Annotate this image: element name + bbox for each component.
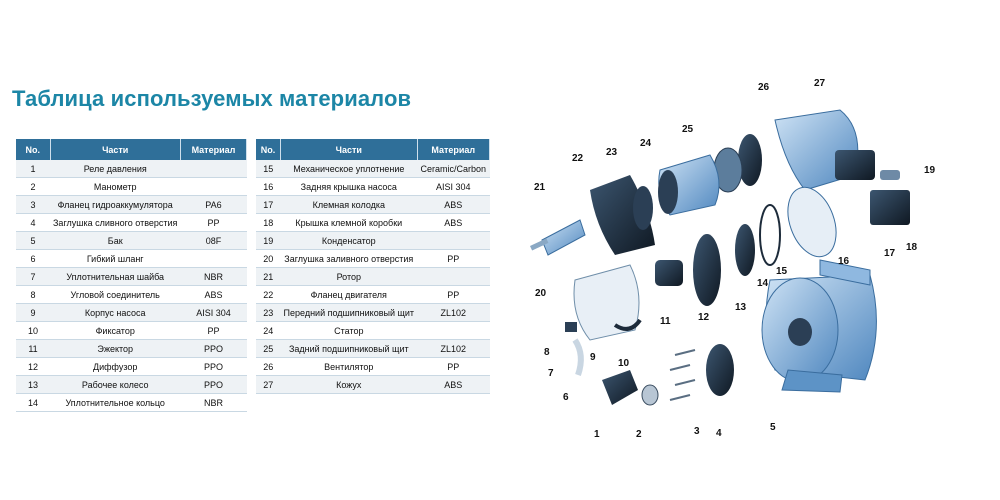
cell-material: [180, 178, 246, 196]
part-callout-5: 5: [770, 422, 776, 433]
col-header-no: No.: [16, 139, 50, 160]
table-row: [16, 286, 247, 304]
table-row: [16, 340, 247, 358]
table-row: [16, 160, 247, 178]
cell-material: PP: [417, 358, 489, 376]
part-callout-23: 23: [606, 147, 618, 158]
cell-no: 25: [256, 340, 281, 358]
part-callout-13: 13: [735, 302, 747, 313]
table-row: [16, 196, 247, 214]
table-row: [256, 376, 490, 394]
part-callout-1: 1: [594, 429, 600, 440]
cell-material: [180, 250, 246, 268]
col-header-parts: Части: [50, 139, 180, 160]
table-row: [16, 376, 247, 394]
part-callout-8: 8: [544, 347, 550, 358]
cell-no: 27: [256, 376, 281, 394]
cell-material: PP: [417, 286, 489, 304]
cell-material: AISI 304: [180, 304, 246, 322]
cell-part: Задний подшипниковый щит: [281, 340, 418, 358]
part-callout-19: 19: [924, 165, 936, 176]
cell-no: 15: [256, 160, 281, 178]
cell-no: 4: [16, 214, 50, 232]
cell-part: Эжектор: [50, 340, 180, 358]
col-header-material: Материал: [180, 139, 246, 160]
table-row: [16, 358, 247, 376]
cell-part: Корпус насоса: [50, 304, 180, 322]
cell-part: Ротор: [281, 268, 418, 286]
part-callout-2: 2: [636, 429, 642, 440]
cell-no: 20: [256, 250, 281, 268]
cell-material: AISI 304: [417, 178, 489, 196]
part-callout-17: 17: [884, 248, 896, 259]
cell-no: 18: [256, 214, 281, 232]
cell-material: ABS: [417, 376, 489, 394]
terminal-block-part: [835, 150, 875, 180]
manometer-part: [642, 385, 658, 405]
col-header-parts: Части: [281, 139, 418, 160]
table-row: [16, 394, 247, 412]
bolts-group: [670, 350, 695, 400]
part-callout-21: 21: [534, 182, 546, 193]
angle-connector-part: [565, 322, 577, 332]
impeller-part: [735, 224, 755, 276]
table-row: [16, 268, 247, 286]
pressure-switch-part: [602, 370, 638, 405]
cell-material: PPO: [180, 358, 246, 376]
table-row: [256, 160, 490, 178]
cell-part: Конденсатор: [281, 232, 418, 250]
table-row: [256, 178, 490, 196]
fan-part: [738, 134, 762, 186]
cell-no: 5: [16, 232, 50, 250]
table-row: [256, 268, 490, 286]
cell-material: PP: [180, 322, 246, 340]
part-callout-26: 26: [758, 82, 770, 93]
terminal-box-cover-part: [870, 190, 910, 225]
cell-part: Уплотнительное кольцо: [50, 394, 180, 412]
table-row: [256, 286, 490, 304]
cell-material: ABS: [180, 286, 246, 304]
cell-no: 23: [256, 304, 281, 322]
cell-material: PP: [180, 214, 246, 232]
cell-material: PPO: [180, 340, 246, 358]
cell-part: Механическое уплотнение: [281, 160, 418, 178]
cell-part: Статор: [281, 322, 418, 340]
cell-part: Манометр: [50, 178, 180, 196]
table-row: [256, 358, 490, 376]
stator-part: [658, 155, 719, 215]
table-row: [16, 232, 247, 250]
part-callout-11: 11: [660, 316, 671, 327]
cell-material: PPO: [180, 376, 246, 394]
part-callout-12: 12: [698, 312, 710, 323]
cell-no: 10: [16, 322, 50, 340]
front-bearing-shield-part: [633, 186, 653, 230]
part-callout-14: 14: [757, 278, 769, 289]
col-header-no: No.: [256, 139, 281, 160]
part-callout-25: 25: [682, 124, 694, 135]
part-callout-16: 16: [838, 256, 850, 267]
cell-material: [417, 232, 489, 250]
cell-no: 6: [16, 250, 50, 268]
cell-part: Гибкий шланг: [50, 250, 180, 268]
part-callout-20: 20: [535, 288, 547, 299]
cell-no: 3: [16, 196, 50, 214]
cell-part: Заглушка сливного отверстия: [50, 214, 180, 232]
table-row: [16, 322, 247, 340]
rotor-part: [530, 220, 585, 255]
exploded-pump-diagram: [520, 70, 950, 470]
part-callout-10: 10: [618, 358, 630, 369]
part-callout-7: 7: [548, 368, 554, 379]
cell-no: 11: [16, 340, 50, 358]
cell-no: 12: [16, 358, 50, 376]
cell-part: Клемная колодка: [281, 196, 418, 214]
table-row: [256, 214, 490, 232]
table-row: [256, 232, 490, 250]
cell-part: Заглушка заливного отверстия: [281, 250, 418, 268]
cell-part: Фиксатор: [50, 322, 180, 340]
part-callout-22: 22: [572, 153, 584, 164]
cell-material: Ceramic/Carbon: [417, 160, 489, 178]
part-callout-6: 6: [563, 392, 569, 403]
pump-rear-cover-part: [779, 181, 845, 264]
cell-part: Реле давления: [50, 160, 180, 178]
tank-part: [762, 260, 876, 392]
part-callout-15: 15: [776, 266, 788, 277]
table-row: [256, 196, 490, 214]
diffuser-part: [693, 234, 721, 306]
cell-no: 24: [256, 322, 281, 340]
part-callout-4: 4: [716, 428, 722, 439]
cell-material: [417, 322, 489, 340]
cell-no: 19: [256, 232, 281, 250]
table-row: [16, 304, 247, 322]
ejector-part: [655, 260, 683, 286]
part-callout-24: 24: [640, 138, 652, 149]
cell-material: ABS: [417, 196, 489, 214]
cell-no: 26: [256, 358, 281, 376]
cell-material: NBR: [180, 394, 246, 412]
cell-part: Рабочее колесо: [50, 376, 180, 394]
cell-part: Вентилятор: [281, 358, 418, 376]
table-row: [16, 178, 247, 196]
capacitor-part: [880, 170, 900, 180]
flexible-hose-part: [575, 340, 581, 375]
table-row: [256, 250, 490, 268]
cell-part: Фланец двигателя: [281, 286, 418, 304]
cell-no: 9: [16, 304, 50, 322]
cell-part: Фланец гидроаккумулятора: [50, 196, 180, 214]
cell-part: Передний подшипниковый щит: [281, 304, 418, 322]
page-title: Таблица используемых материалов: [12, 86, 412, 111]
cell-no: 21: [256, 268, 281, 286]
pump-body-part: [574, 265, 640, 340]
cell-material: [180, 160, 246, 178]
cell-no: 2: [16, 178, 50, 196]
cell-no: 8: [16, 286, 50, 304]
table-row: [16, 214, 247, 232]
cell-material: ABS: [417, 214, 489, 232]
cell-material: 08F: [180, 232, 246, 250]
part-callout-18: 18: [906, 242, 918, 253]
cell-part: Угловой соединитель: [50, 286, 180, 304]
tank-flange-part: [706, 344, 734, 396]
cell-material: ZL102: [417, 304, 489, 322]
cell-part: Уплотнительная шайба: [50, 268, 180, 286]
cell-no: 22: [256, 286, 281, 304]
table-row: [16, 250, 247, 268]
cell-material: [417, 268, 489, 286]
cell-no: 17: [256, 196, 281, 214]
cell-no: 14: [16, 394, 50, 412]
part-callout-3: 3: [694, 426, 700, 437]
part-callout-27: 27: [814, 78, 826, 89]
table-row: [256, 322, 490, 340]
table-row: [256, 304, 490, 322]
o-ring-part: [760, 205, 780, 265]
cell-part: Задняя крышка насоса: [281, 178, 418, 196]
table-row: [256, 340, 490, 358]
cell-no: 7: [16, 268, 50, 286]
cell-material: ZL102: [417, 340, 489, 358]
col-header-material: Материал: [417, 139, 489, 160]
cell-no: 13: [16, 376, 50, 394]
cell-part: Бак: [50, 232, 180, 250]
cell-material: NBR: [180, 268, 246, 286]
part-callout-9: 9: [590, 352, 596, 363]
cell-no: 16: [256, 178, 281, 196]
materials-table-left: [16, 139, 247, 412]
materials-table-right: [256, 139, 490, 394]
cell-material: PA6: [180, 196, 246, 214]
cell-part: Кожух: [281, 376, 418, 394]
cell-part: Крышка клемной коробки: [281, 214, 418, 232]
cell-no: 1: [16, 160, 50, 178]
cell-material: PP: [417, 250, 489, 268]
cell-part: Диффузор: [50, 358, 180, 376]
